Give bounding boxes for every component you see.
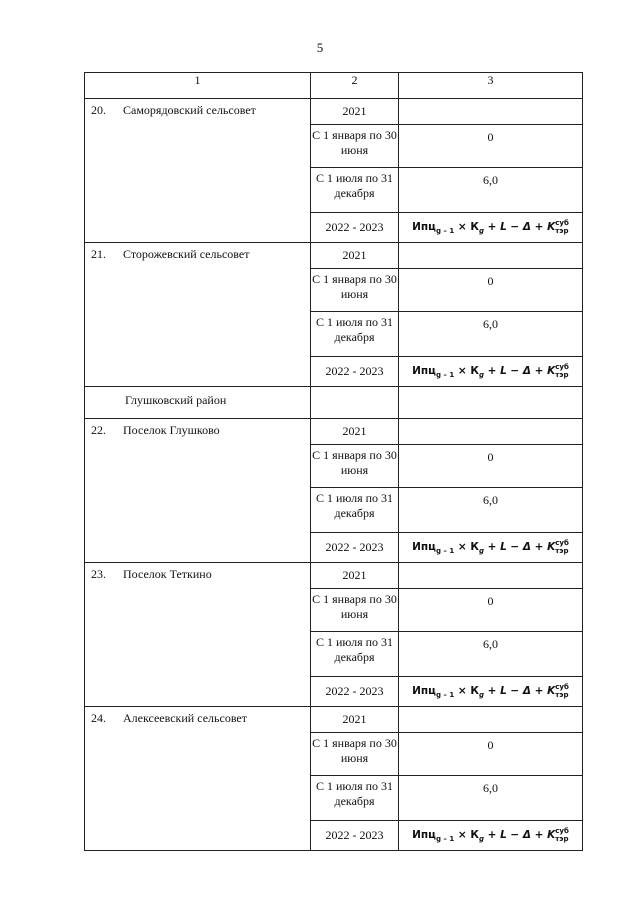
period-year: 2021 [311, 99, 399, 125]
value-first-half: 0 [399, 733, 583, 776]
period-range: 2022 - 2023 [311, 213, 399, 243]
period-first-half: С 1 января по 30 июня [311, 445, 399, 488]
period-year: 2021 [311, 243, 399, 269]
empty-cell [399, 707, 583, 733]
tariff-formula: $Ипц_{g - 1} \times К_g + L - \Delta$ + Kсуб тэр [412, 539, 569, 556]
table-row [85, 707, 583, 733]
entity-name: Саморядовский сельсовет [123, 103, 256, 117]
table-row [85, 243, 583, 269]
tariff-formula: $Ипц_{g - 1} \times К_g + L - \Delta$ + Kсуб тэр [412, 219, 569, 236]
entity-name-cell [85, 419, 311, 563]
empty-cell [399, 563, 583, 589]
period-second-half: С 1 июля по 31 декабря [311, 776, 399, 821]
period-range: 2022 - 2023 [311, 533, 399, 563]
period-year: 2021 [311, 563, 399, 589]
period-year: 2021 [311, 419, 399, 445]
entity-name: Алексеевский сельсовет [123, 711, 247, 725]
period-second-half: С 1 июля по 31 декабря [311, 312, 399, 357]
period-range: 2022 - 2023 [311, 821, 399, 851]
value-second-half: 6,0 [399, 488, 583, 533]
formula-cell [399, 821, 583, 851]
value-second-half: 6,0 [399, 632, 583, 677]
empty-cell [311, 387, 399, 419]
value-second-half: 6,0 [399, 168, 583, 213]
period-first-half: С 1 января по 30 июня [311, 125, 399, 168]
value-first-half: 0 [399, 589, 583, 632]
tariff-table [84, 72, 583, 851]
formula-cell [399, 357, 583, 387]
value-first-half: 0 [399, 269, 583, 312]
table-row [85, 563, 583, 589]
entity-name: Поселок Теткино [123, 567, 212, 581]
entity-number: 23. [91, 567, 106, 581]
table-header-row [85, 73, 583, 99]
tariff-formula: $Ипц_{g - 1} \times К_g + L - \Delta$ + Kсуб тэр [412, 683, 569, 700]
period-range: 2022 - 2023 [311, 677, 399, 707]
period-second-half: С 1 июля по 31 декабря [311, 168, 399, 213]
period-second-half: С 1 июля по 31 декабря [311, 488, 399, 533]
district-name: Глушковский район [85, 387, 311, 419]
value-first-half: 0 [399, 445, 583, 488]
empty-cell [399, 387, 583, 419]
period-range: 2022 - 2023 [311, 357, 399, 387]
entity-name-cell [85, 707, 311, 851]
entity-name-cell [85, 243, 311, 387]
table-row [85, 99, 583, 125]
entity-name: Поселок Глушково [123, 423, 220, 437]
entity-number: 22. [91, 423, 106, 437]
period-first-half: С 1 января по 30 июня [311, 269, 399, 312]
period-first-half: С 1 января по 30 июня [311, 589, 399, 632]
header-col-3: 3 [399, 73, 583, 99]
district-row [85, 387, 583, 419]
formula-cell [399, 677, 583, 707]
entity-number: 20. [91, 103, 106, 117]
formula-cell [399, 533, 583, 563]
empty-cell [399, 243, 583, 269]
entity-number: 21. [91, 247, 106, 261]
entity-name-cell [85, 563, 311, 707]
entity-name: Сторожевский сельсовет [123, 247, 250, 261]
period-second-half: С 1 июля по 31 декабря [311, 632, 399, 677]
empty-cell [399, 419, 583, 445]
header-col-1: 1 [85, 73, 311, 99]
value-first-half: 0 [399, 125, 583, 168]
tariff-formula: $Ипц_{g - 1} \times К_g + L - \Delta$ + Kсуб тэр [412, 827, 569, 844]
value-second-half: 6,0 [399, 776, 583, 821]
tariff-formula: $Ипц_{g - 1} \times К_g + L - \Delta$ + Kсуб тэр [412, 363, 569, 380]
formula-cell [399, 213, 583, 243]
period-first-half: С 1 января по 30 июня [311, 733, 399, 776]
entity-name-cell [85, 99, 311, 243]
empty-cell [399, 99, 583, 125]
period-year: 2021 [311, 707, 399, 733]
header-col-2: 2 [311, 73, 399, 99]
page-number: 5 [316, 40, 324, 55]
value-second-half: 6,0 [399, 312, 583, 357]
table-row [85, 419, 583, 445]
entity-number: 24. [91, 711, 106, 725]
